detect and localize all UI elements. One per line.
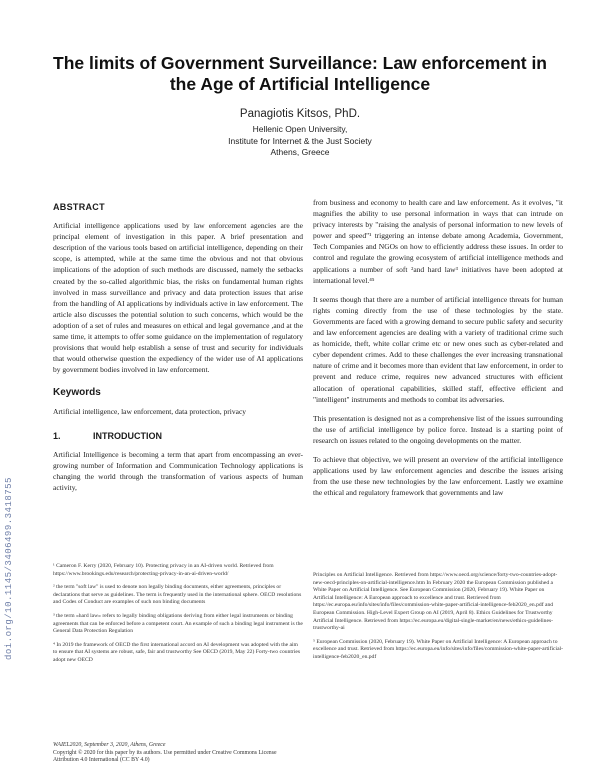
conference-line: WAIEL2020, September 3, 2020, Athens, Greece [53, 742, 166, 748]
footnote: ¹ Cameron F. Kerry (2020, February 10). Protecting privacy in an AI-driven world. Retrieved from https://www.brookings.edu/research/protecting-privacy-in-an-ai-driven-world/ [53, 563, 274, 577]
left-column [53, 202, 303, 501]
footnote: ⁵ European Commission (2020, February 19). White Paper on Artificial Intelligence: A European approach to excellence and trust. Retrieved from https://ec.europa.eu/info/sites/info/files/commission-white-paper-artificial-intelligence-feb2020_en.pdf [313, 638, 563, 660]
footnote: ² the term "soft law" is used to denote non legally binding documents, either agreements, principles or declarations that serve as guidelines. The term is frequently used in the international sphere. OECD resolutions and Codes of Conduct are examples of such non binding documents [53, 584, 302, 606]
publication-info [53, 742, 303, 765]
body-paragraph: It seems though that there are a number of artificial intelligence threats for human rights coming directly from the use of these technologies by the state. Governments are faced with a growing demand to secure public safety and security and law enforcement agencies are dealing with a variety of traditional crime such as homicide, theft, white collar crime etc or new ones such as cyber-related and cyber dependent crimes. Add to these challenges the ever increasing transnational nature of crime and it becomes more than evident that law enforcement, in order to prevent and reduce crime, requires new advanced structures with efficient allocation of operational capabilities, skilled staff, effective efficient and "intelligent" instruments and methods to combat its adversaries. [313, 294, 563, 404]
author-name: Panagiotis Kitsos, PhD. [239, 108, 361, 120]
abstract-text: Artificial intelligence applications used by law enforcement agencies are the principal element of investigation in this paper. A brief presentation and description of the various tools based on artificial intelligence, depending on their scope, is attempted, while at the same time the obvious and not that obvious implications of the adoption of such methods are discussed, namely the setbacks created by the so-called algorithmic bias, the risks on fundamental human rights involved in mass surveillance and privacy and data protection issues that arise from the handling of AI applications by individuals active in law enforcement. The article also discusses the potential solution to such concerns, which would be the adoption of a set of rules and measures on ethical and legal governance ,and at the same time, it attempts to offer some guidance on the implementation of regulatory provisions that would help establish a sense of trust and security for individuals that would otherwise question the expediency of the wider use of AI applications by government bodies involved in law enforcement. [53, 221, 303, 375]
section-number: 1. [53, 430, 61, 441]
footnote: Principles on Artificial Intelligence. Retrieved from https://www.oecd.org/science/forty-two-countries-adopt-new-oecd-principles-on-artificial-intelligence.htm In February 2020 the European Commission published a White Paper on Artificial Intelligence. See European Commission (2020, February 19). White Paper on Artificial Intelligence: A European approach to excellence and trust. Retrieved from https://ec.europa.eu/info/sites/info/files/commission-white-paper-artificial-intelligence-feb2020_en.pdf and European Commission. High-Level Expert Group on AI (2019, April 8). Ethics Guidelines for Trustworthy Artificial Intelligence. Retrieved from https://ec.europa.eu/digital-single-market/en/news/ethics-guidelines-trustworthy-ai [313, 572, 558, 632]
footnotes-left [53, 563, 303, 671]
affiliation-line: Institute for Internet & the Just Society [228, 135, 372, 146]
side-doi-identifier: doi.org/10.1145/3406499.3418755 [4, 477, 14, 660]
affiliation-line: Athens, Greece [270, 147, 330, 157]
copyright-line: Copyright © 2020 for this paper by its authors. Use permitted under Creative Commons License Attribution 4.0 International (CC BY 4.0) [53, 749, 277, 764]
footnote: ³ the term «hard law» refers to legally binding obligations deriving from either legal instruments or binding agreements that can be enforced before a competent court. An example of such a binding legal instrument is the General Data Protection Regulation [53, 612, 303, 635]
body-paragraph: This presentation is designed not as a comprehensive list of the issues surrounding the use of artificial intelligence by police force. Instead is a starting point of research on issues related to the ongoing developments on the matter. [313, 413, 563, 445]
body-paragraph: from business and economy to health care and law enforcement. As it evolves, "it magnifies the ability to use personal information in ways that can intrude on privacy interests by "raising the analysis of personal information to new levels of power and speed"¹ triggering an intense debate among Academia, Government, Tech Companies and NGOs on how to efficiently address these issues. In order to control and regulate the growing ecosystem of artificial intelligence methods and applications a number of soft ²and hard law³ initiatives have been adopted at international level.⁴⁵ [313, 198, 563, 285]
keywords-heading: Keywords [53, 387, 101, 399]
abstract-heading: ABSTRACT [53, 202, 105, 212]
keywords-text: Artificial intelligence, law enforcement, data protection, privacy [53, 406, 247, 416]
section-title: INTRODUCTION [93, 430, 162, 441]
introduction-heading [53, 431, 303, 442]
footnotes-right [313, 572, 563, 668]
affiliation-line: Hellenic Open University, [252, 124, 348, 134]
footnote: ⁴ In 2019 the framework of OECD the first international accord on AI development was adopted with the aim to ensure that AI systems are robust, safe, fair and trustworthy See OECD (2019, May 22) Forty-two countries adopt new OECD [53, 641, 301, 663]
paper-title: The limits of Government Surveillance: Law enforcement in the Age of Artificial Intelligence [53, 53, 547, 94]
intro-paragraph: Artificial Intelligence is becoming a term that apart from encompassing an ever-growing number of Information and Communication Technology applications is changing the world through the transformation of various aspects of human activity, [53, 449, 303, 492]
author-block [150, 107, 450, 159]
right-column [313, 197, 563, 506]
body-paragraph: To achieve that objective, we will present an overview of the artificial intelligence applications used by law enforcement agencies and describe the issues arising from the use these new technologies by the law enforcement. Lastly we examine the ethical and regulatory framework that governments and law [313, 454, 563, 498]
